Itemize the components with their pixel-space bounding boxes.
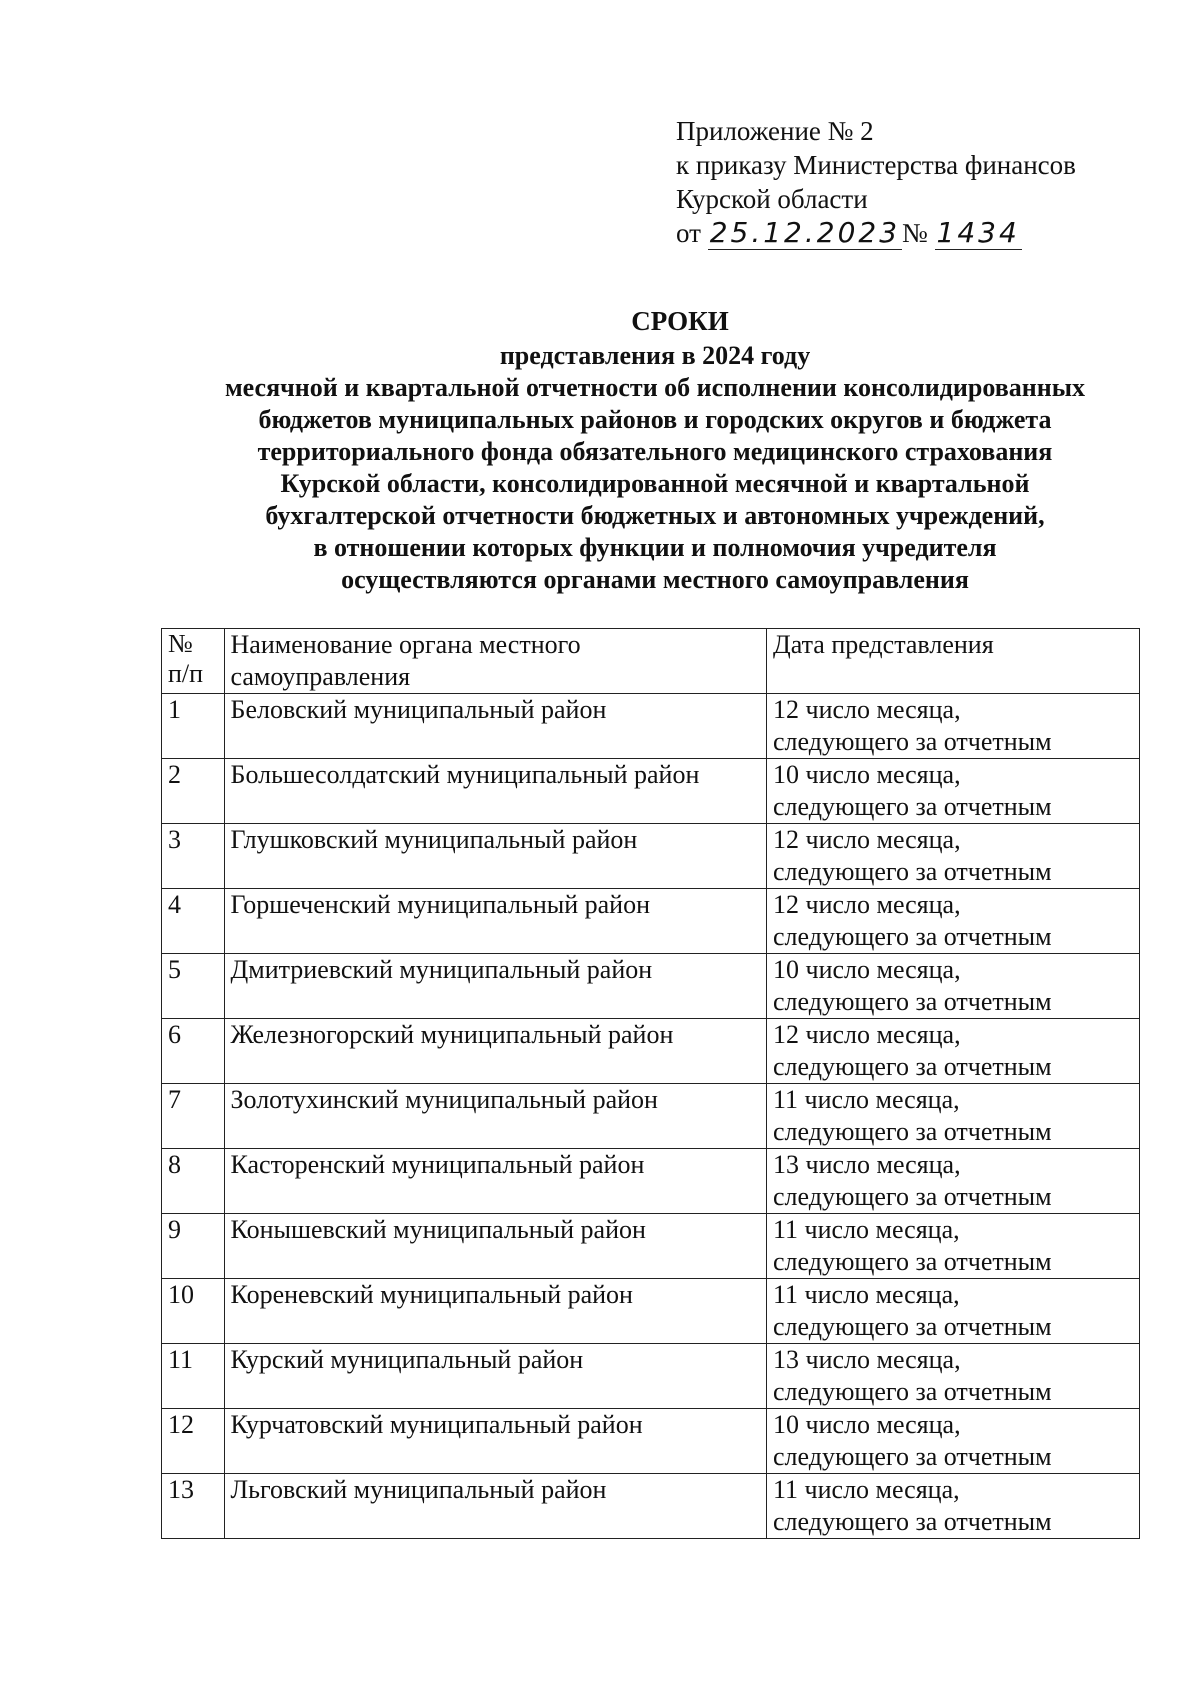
row-number: 2 xyxy=(162,759,225,824)
row-date-line-2: следующего за отчетным xyxy=(773,1442,1052,1471)
row-name: Дмитриевский муниципальный район xyxy=(224,954,766,1019)
row-number: 9 xyxy=(162,1214,225,1279)
date-prefix: от xyxy=(676,218,701,248)
row-date-line-1: 12 число месяца, xyxy=(773,825,961,854)
table-row xyxy=(162,1409,1140,1474)
row-date xyxy=(767,824,1140,889)
row-number: 8 xyxy=(162,1149,225,1214)
title-line-5: Курской области, консолидированной месячной и квартальной xyxy=(280,469,1030,498)
row-name: Льговский муниципальный район xyxy=(224,1474,766,1539)
row-number: 11 xyxy=(162,1344,225,1409)
row-name: Беловский муниципальный район xyxy=(224,694,766,759)
row-date-line-2: следующего за отчетным xyxy=(773,1507,1052,1536)
row-date xyxy=(767,1474,1140,1539)
row-date-line-1: 10 число месяца, xyxy=(773,760,961,789)
title-line-1: представления в 2024 году xyxy=(499,341,811,370)
table-row xyxy=(162,824,1140,889)
title-main: СРОКИ xyxy=(631,306,729,336)
table-row xyxy=(162,694,1140,759)
row-date-line-2: следующего за отчетным xyxy=(773,857,1052,886)
row-date-line-1: 13 число месяца, xyxy=(773,1150,961,1179)
row-number: 1 xyxy=(162,694,225,759)
row-date-line-1: 10 число месяца, xyxy=(773,1410,961,1439)
document-title xyxy=(130,302,1180,596)
number-prefix: № xyxy=(902,218,928,248)
row-date xyxy=(767,1409,1140,1474)
row-number: 12 xyxy=(162,1409,225,1474)
table-row xyxy=(162,1344,1140,1409)
row-date-line-2: следующего за отчетным xyxy=(773,792,1052,821)
row-name: Золотухинский муниципальный район xyxy=(224,1084,766,1149)
row-date xyxy=(767,1084,1140,1149)
row-date-line-2: следующего за отчетным xyxy=(773,1117,1052,1146)
row-number: 3 xyxy=(162,824,225,889)
row-date-line-1: 12 число месяца, xyxy=(773,1020,961,1049)
title-line-6: бухгалтерской отчетности бюджетных и автономных учреждений, xyxy=(265,501,1045,530)
title-line-4: территориального фонда обязательного медицинского страхования xyxy=(257,437,1053,466)
table-row xyxy=(162,1279,1140,1344)
row-number: 6 xyxy=(162,1019,225,1084)
header-date: Дата представления xyxy=(767,629,1140,694)
title-line-7: в отношении которых функции и полномочия учредителя xyxy=(313,533,997,562)
row-name: Курский муниципальный район xyxy=(224,1344,766,1409)
row-date-line-2: следующего за отчетным xyxy=(773,922,1052,951)
row-date-line-1: 12 число месяца, xyxy=(773,890,961,919)
row-date-line-2: следующего за отчетным xyxy=(773,987,1052,1016)
row-date-line-2: следующего за отчетным xyxy=(773,1312,1052,1341)
row-number: 5 xyxy=(162,954,225,1019)
row-name: Кореневский муниципальный район xyxy=(224,1279,766,1344)
row-date-line-1: 11 число месяца, xyxy=(773,1475,960,1504)
row-date xyxy=(767,889,1140,954)
row-date-line-1: 13 число месяца, xyxy=(773,1345,961,1374)
row-name: Горшеченский муниципальный район xyxy=(224,889,766,954)
handwritten-number: 1434 xyxy=(936,216,1020,249)
row-name: Конышевский муниципальный район xyxy=(224,1214,766,1279)
table-row xyxy=(162,1474,1140,1539)
row-number: 7 xyxy=(162,1084,225,1149)
appendix-line-2: к приказу Министерства финансов xyxy=(676,150,1076,180)
appendix-line-1: Приложение № 2 xyxy=(676,116,874,146)
row-date xyxy=(767,759,1140,824)
row-date-line-1: 12 число месяца, xyxy=(773,695,961,724)
row-date xyxy=(767,1344,1140,1409)
row-name: Курчатовский муниципальный район xyxy=(224,1409,766,1474)
row-date-line-2: следующего за отчетным xyxy=(773,1182,1052,1211)
row-date-line-1: 11 число месяца, xyxy=(773,1085,960,1114)
table-row xyxy=(162,1214,1140,1279)
table-row xyxy=(162,889,1140,954)
row-date-line-2: следующего за отчетным xyxy=(773,727,1052,756)
table-row xyxy=(162,954,1140,1019)
appendix-line-3: Курской области xyxy=(676,184,868,214)
row-date-line-2: следующего за отчетным xyxy=(773,1377,1052,1406)
row-date-line-1: 11 число месяца, xyxy=(773,1215,960,1244)
row-date xyxy=(767,954,1140,1019)
row-date xyxy=(767,1279,1140,1344)
header-number xyxy=(162,629,225,694)
row-name: Железногорский муниципальный район xyxy=(224,1019,766,1084)
schedule-table xyxy=(161,628,1140,1539)
row-date xyxy=(767,694,1140,759)
handwritten-date: 25.12.2023 xyxy=(709,216,901,249)
title-line-3: бюджетов муниципальных районов и городских округов и бюджета xyxy=(258,405,1052,434)
row-date-line-2: следующего за отчетным xyxy=(773,1247,1052,1276)
appendix-date-line xyxy=(676,216,1076,250)
title-line-8: осуществляются органами местного самоуправления xyxy=(341,565,969,594)
header-number-line-1: № xyxy=(168,629,193,658)
table-row xyxy=(162,1149,1140,1214)
header-name: Наименование органа местного самоуправления xyxy=(224,629,766,694)
row-name: Касторенский муниципальный район xyxy=(224,1149,766,1214)
row-date xyxy=(767,1149,1140,1214)
row-number: 4 xyxy=(162,889,225,954)
row-name: Большесолдатский муниципальный район xyxy=(224,759,766,824)
row-number: 13 xyxy=(162,1474,225,1539)
table-header-row xyxy=(162,629,1140,694)
table-row xyxy=(162,1019,1140,1084)
row-date-line-1: 10 число месяца, xyxy=(773,955,961,984)
appendix-block xyxy=(676,114,1076,250)
row-number: 10 xyxy=(162,1279,225,1344)
row-name: Глушковский муниципальный район xyxy=(224,824,766,889)
row-date-line-2: следующего за отчетным xyxy=(773,1052,1052,1081)
row-date xyxy=(767,1019,1140,1084)
title-line-2: месячной и квартальной отчетности об исполнении консолидированных xyxy=(224,373,1086,402)
table-row xyxy=(162,759,1140,824)
row-date-line-1: 11 число месяца, xyxy=(773,1280,960,1309)
row-date xyxy=(767,1214,1140,1279)
table-row xyxy=(162,1084,1140,1149)
header-number-line-2: п/п xyxy=(168,659,204,688)
